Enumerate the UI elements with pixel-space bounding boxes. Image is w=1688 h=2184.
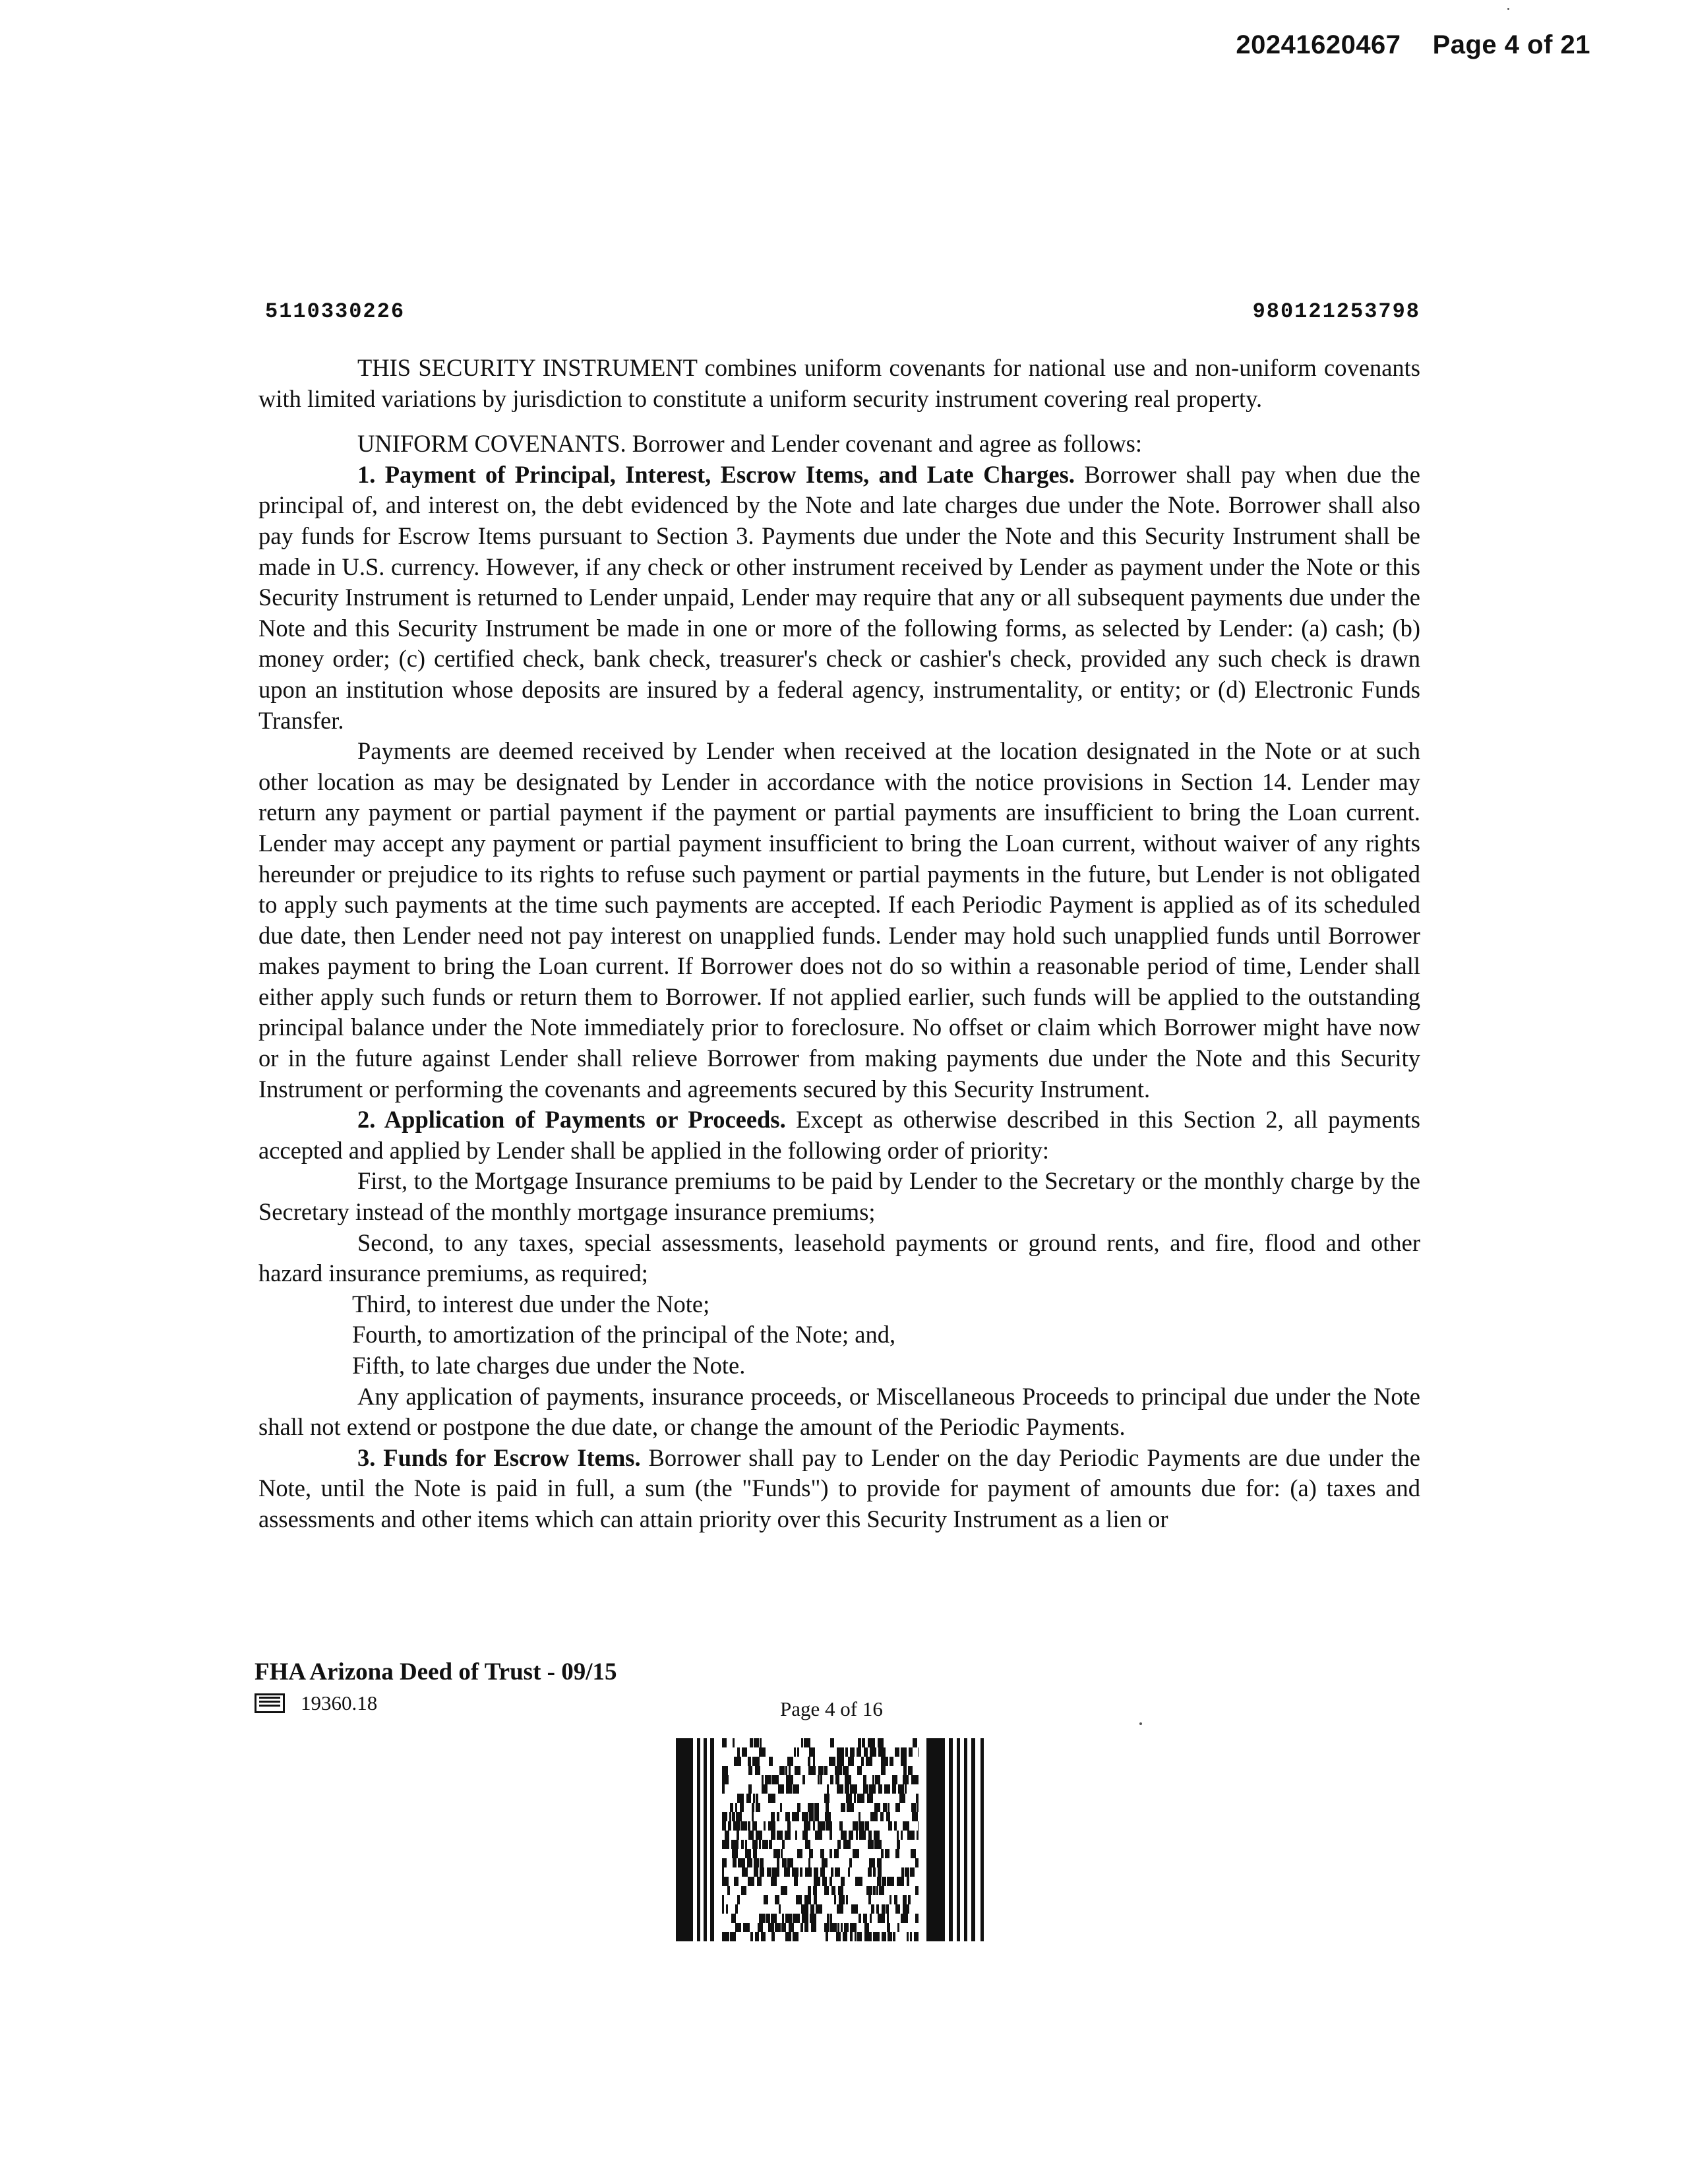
ellie-mae-logo-icon bbox=[255, 1693, 285, 1713]
form-title: FHA Arizona Deed of Trust - 09/15 bbox=[255, 1658, 617, 1685]
document-body bbox=[258, 353, 1420, 1535]
section-3-paragraph bbox=[258, 1443, 1420, 1535]
form-page-number: Page 4 of 16 bbox=[780, 1697, 883, 1720]
form-footer bbox=[255, 1657, 617, 1716]
section-1-text: Borrower shall pay when due the principal of, and interest on, the debt evidenced by the Note and late charges due under the Note. Borrower shall also pay funds for Escrow Items pursuant to Section 3. Payments due under the Note and this Security Instrument shall be made in U.S. currency. However, if any check or other instrument received by Lender as payment under the Note or this Security Instrument is returned to Lender unpaid, Lender may require that any or all subsequent payments due under the Note and this Security Instrument be made in one or more of the following forms, as selected by Lender: (a) cash; (b) money order; (c) certified check, bank check, treasurer's check or cashier's check, provided any such check is drawn upon an institution whose deposits are insured by a federal agency, instrumentality, or entity; or (d) Electronic Funds Transfer. bbox=[258, 460, 1421, 734]
priority-fifth: Fifth, to late charges due under the Note. bbox=[352, 1352, 746, 1379]
section-1-heading: 1. Payment of Principal, Interest, Escrow Items, and Late Charges. bbox=[357, 460, 1075, 488]
form-code: 19360.18 bbox=[301, 1691, 378, 1714]
payments-paragraph: Payments are deemed received by Lender when received at the location designated in the Note or at such other location as may be designated by Lender in accordance with the notice provisions in Section 14. Lender may return any payment or partial payment if the payment or partial payments are insufficient to bring the Loan current. Lender may accept any payment or partial payment insufficient to bring the Loan current, without waiver of any rights hereunder or prejudice to its rights to refuse such payment or partial payments in the future, but Lender is not obligated to apply such payments at the time such payments are accepted. If each Periodic Payment is applied as of its scheduled due date, then Lender need not pay interest on unapplied funds. Lender may hold such unapplied funds until Borrower makes payment to bring the Loan current. If Borrower does not do so within a reasonable period of time, Lender shall either apply such funds or return them to Borrower. If not applied earlier, such funds will be applied to the outstanding principal balance under the Note immediately prior to foreclosure. No offset or claim which Borrower might have now or in the future against Lender shall relieve Borrower from making payments due under the Note and this Security Instrument or performing the covenants and agreements secured by this Security Instrument. bbox=[258, 737, 1420, 1103]
section-2-paragraph bbox=[258, 1105, 1420, 1166]
section-2-heading: 2. Application of Payments or Proceeds. bbox=[357, 1106, 786, 1134]
form-code-row bbox=[255, 1690, 617, 1716]
section-1-paragraph bbox=[258, 460, 1420, 736]
section-3-text: Borrower shall pay to Lender on the day Periodic Payments are due under the Note, until the Note is paid in full, a sum (the "Funds") to provide for payment of amounts due for: (a) taxes and assessments and other items which can attain priority over this Security Instrument as a lien or bbox=[258, 1443, 1420, 1532]
uniform-covenants-paragraph: UNIFORM COVENANTS. Borrower and Lender covenant and agree as follows: bbox=[357, 430, 1143, 458]
recording-number: 20241620467 bbox=[1236, 30, 1401, 59]
pdf417-barcode-icon bbox=[676, 1738, 991, 1941]
priority-third: Third, to interest due under the Note; bbox=[352, 1290, 710, 1318]
loan-id-row bbox=[265, 299, 1420, 324]
application-paragraph: Any application of payments, insurance proceeds, or Miscellaneous Proceeds to principal due under the Note shall not extend or postpone the due date, or change the amount of the Periodic Payments. bbox=[258, 1382, 1420, 1441]
section-2-text: Except as otherwise described in this Section 2, all payments accepted and applied by Lender shall be applied in the following order of priority: bbox=[258, 1106, 1420, 1164]
recorder-stamp bbox=[1236, 30, 1590, 60]
section-3-heading: 3. Funds for Escrow Items. bbox=[357, 1443, 641, 1471]
loan-number-right: 980121253798 bbox=[1252, 299, 1420, 324]
priority-fourth: Fourth, to amortization of the principal of the Note; and, bbox=[352, 1321, 896, 1349]
priority-second: Second, to any taxes, special assessments, leasehold payments or ground rents, and fire, flood and other hazard insurance premiums, as required; bbox=[258, 1228, 1420, 1287]
priority-first: First, to the Mortgage Insurance premiums to be paid by Lender to the Secretary or the monthly charge by the Secretary instead of the monthly mortgage insurance premiums; bbox=[258, 1167, 1420, 1226]
intro-paragraph: THIS SECURITY INSTRUMENT combines uniform covenants for national use and non-uniform covenants with limited variations by jurisdiction to constitute a uniform security instrument covering real property. bbox=[258, 354, 1420, 412]
loan-number-left: 5110330226 bbox=[265, 299, 406, 324]
scan-speck bbox=[1139, 1722, 1142, 1725]
recorder-page-number: Page 4 of 21 bbox=[1432, 30, 1590, 59]
scan-speck bbox=[1507, 8, 1509, 10]
